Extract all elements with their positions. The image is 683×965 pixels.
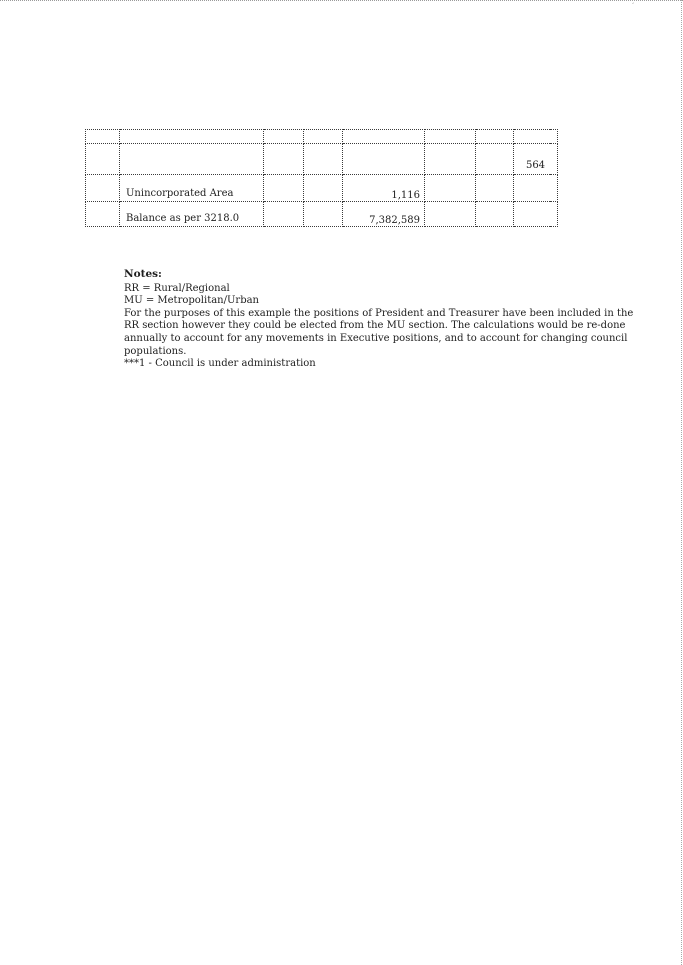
table-cell	[86, 130, 120, 144]
table-cell	[120, 130, 264, 144]
table-cell	[476, 175, 514, 202]
table-cell	[476, 202, 514, 227]
table-cell	[86, 144, 120, 175]
table-row	[86, 130, 558, 144]
table-cell	[425, 130, 476, 144]
table-row	[86, 202, 558, 227]
table-cell	[304, 202, 343, 227]
table-row	[86, 144, 558, 175]
row-value-balance: 7,382,589	[343, 202, 425, 227]
row-label-unincorporated-area: Unincorporated Area	[120, 175, 264, 202]
table-cell	[425, 175, 476, 202]
table-cell	[264, 130, 304, 144]
table-cell	[476, 144, 514, 175]
table-cell-value: 564	[514, 144, 558, 175]
table-cell	[343, 130, 425, 144]
note-line-administration: ***1 - Council is under administration	[124, 358, 316, 370]
note-paragraph-purposes: For the purposes of this example the positions of President and Treasurer have been included in the RR section however they could be elected from the MU section. The calculations would be re-done annually to account for any movements in Executive positions, and to account for changing council populations.	[124, 307, 634, 357]
table-cell	[476, 130, 514, 144]
row-label-balance: Balance as per 3218.0	[120, 202, 264, 227]
table-cell	[514, 130, 558, 144]
table-cell	[264, 202, 304, 227]
table-cell	[304, 130, 343, 144]
row-value-unincorporated-area: 1,116	[343, 175, 425, 202]
table-cell	[264, 144, 304, 175]
table-cell	[86, 202, 120, 227]
page-right-edge	[681, 0, 682, 965]
table-row	[86, 175, 558, 202]
notes-heading: Notes:	[124, 268, 162, 280]
table-cell	[304, 175, 343, 202]
page-top-edge	[0, 0, 683, 1]
table-cell	[343, 144, 425, 175]
note-line-rr: RR = Rural/Regional	[124, 282, 230, 294]
data-table	[85, 129, 558, 227]
notes-section	[124, 268, 636, 371]
table-cell	[264, 175, 304, 202]
table-cell	[425, 144, 476, 175]
scan-mark: ʻ	[632, 2, 634, 9]
table-cell	[514, 202, 558, 227]
table-cell	[425, 202, 476, 227]
note-line-mu: MU = Metropolitan/Urban	[124, 295, 259, 307]
table-cell	[514, 175, 558, 202]
table-cell	[86, 175, 120, 202]
table-cell	[304, 144, 343, 175]
table-cell	[120, 144, 264, 175]
